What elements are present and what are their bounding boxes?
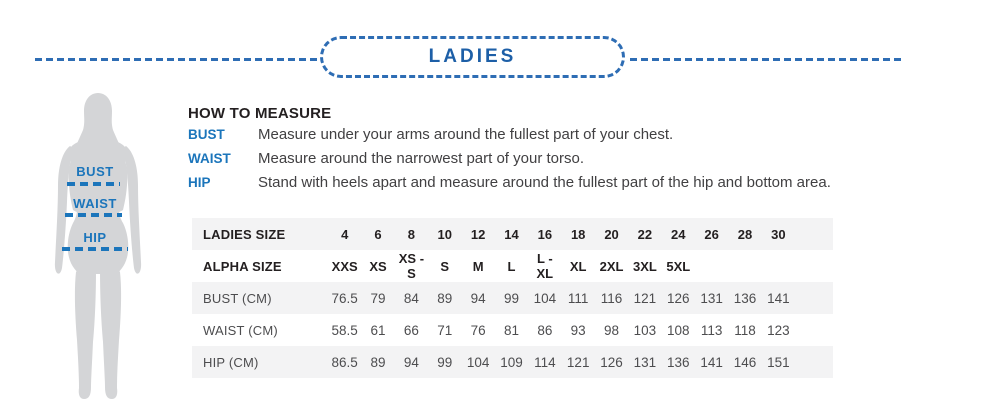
measure-hip-text: Stand with heels apart and measure around the fullest part of the hip and bottom area. <box>258 174 831 191</box>
size-value-cell: 14 <box>504 226 519 242</box>
size-value-cell: 141 <box>767 290 790 306</box>
size-value-cell: 109 <box>500 354 523 370</box>
table-row-label: BUST (CM) <box>203 290 272 306</box>
size-value-cell: 76 <box>470 322 486 338</box>
size-value-cell: M <box>472 258 484 274</box>
table-row <box>192 314 833 346</box>
figure-bust-label: BUST <box>76 164 114 179</box>
size-value-cell: 126 <box>667 290 690 306</box>
size-value-cell: 12 <box>470 226 486 242</box>
size-value-cell: 18 <box>570 226 586 242</box>
size-value-cell: 10 <box>437 226 452 242</box>
how-to-measure-title: HOW TO MEASURE <box>188 105 332 122</box>
size-value-cell: 131 <box>700 290 723 306</box>
size-value-cell: 98 <box>604 322 620 338</box>
size-value-cell: 5XL <box>666 258 691 274</box>
size-value-cell: 94 <box>470 290 486 306</box>
size-value-cell: 113 <box>700 322 723 338</box>
table-row <box>192 218 833 250</box>
figure-waist-dash-line <box>65 213 122 217</box>
size-value-cell: 76.5 <box>331 290 358 306</box>
size-value-cell: 4 <box>341 226 349 242</box>
size-value-cell: 136 <box>733 290 757 306</box>
size-value-cell: 20 <box>604 226 619 242</box>
size-value-cell: 24 <box>671 226 686 242</box>
size-value-cell: 86 <box>537 322 553 338</box>
size-value-cell: L - XL <box>536 251 554 281</box>
size-value-cell: 126 <box>600 354 623 370</box>
size-value-cell: 3XL <box>632 258 657 274</box>
table-row-label: LADIES SIZE <box>203 226 286 242</box>
size-value-cell: 66 <box>403 322 419 338</box>
size-value-cell: 79 <box>370 290 386 306</box>
size-value-cell: 136 <box>667 354 690 370</box>
size-value-cell: 108 <box>667 322 690 338</box>
table-row <box>192 346 833 378</box>
size-value-cell: 111 <box>567 290 589 306</box>
size-value-cell: 146 <box>733 354 757 370</box>
size-value-cell: 103 <box>633 322 657 338</box>
size-value-cell: 16 <box>537 226 553 242</box>
ladies-title-pill <box>320 36 625 78</box>
table-row-label: ALPHA SIZE <box>203 258 282 274</box>
size-value-cell: 26 <box>704 226 719 242</box>
measure-instruction-hip <box>188 174 831 191</box>
header-dashed-line-right <box>630 58 903 61</box>
size-value-cell: 28 <box>737 226 753 242</box>
size-value-cell: 116 <box>600 290 623 306</box>
size-value-cell: 89 <box>437 290 453 306</box>
header-dashed-line-left <box>35 58 317 61</box>
table-row <box>192 250 833 282</box>
figure-waist-label: WAIST <box>73 196 117 211</box>
size-table <box>192 218 833 378</box>
size-value-cell: 8 <box>407 226 416 242</box>
measure-bust-text: Measure under your arms around the fullest part of your chest. <box>258 126 674 143</box>
size-value-cell: L <box>507 258 516 274</box>
table-row <box>192 282 833 314</box>
table-row-label: HIP (CM) <box>203 354 259 370</box>
figure-hip-label: HIP <box>83 230 107 245</box>
size-value-cell: 104 <box>466 354 490 370</box>
measure-instruction-waist <box>188 150 584 167</box>
measure-bust-label: BUST <box>188 127 225 142</box>
size-value-cell: 131 <box>633 354 657 370</box>
size-value-cell: 99 <box>437 354 453 370</box>
figure-bust-dash-line <box>67 182 120 186</box>
size-value-cell: 86.5 <box>331 354 358 370</box>
size-value-cell: 118 <box>734 322 756 338</box>
size-value-cell: 61 <box>370 322 386 338</box>
size-value-cell: 30 <box>771 226 786 242</box>
size-value-cell: XS - S <box>398 251 425 281</box>
measure-waist-label: WAIST <box>188 151 231 166</box>
size-value-cell: 58.5 <box>331 322 358 338</box>
page-title: LADIES <box>428 46 517 67</box>
size-value-cell: 99 <box>503 290 519 306</box>
size-value-cell: 6 <box>374 226 382 242</box>
size-value-cell: 2XL <box>599 258 624 274</box>
size-value-cell: XL <box>569 258 587 274</box>
size-value-cell: 71 <box>437 322 453 338</box>
size-value-cell: 81 <box>503 322 519 338</box>
size-value-cell: 94 <box>403 354 419 370</box>
size-value-cell: 22 <box>637 226 653 242</box>
table-row-label: WAIST (CM) <box>203 322 278 338</box>
size-value-cell: S <box>440 258 450 274</box>
size-value-cell: 104 <box>533 290 557 306</box>
size-value-cell: 141 <box>700 354 723 370</box>
measure-instruction-bust <box>188 126 673 143</box>
size-value-cell: 123 <box>767 322 790 338</box>
size-value-cell: 84 <box>403 290 419 306</box>
size-value-cell: 151 <box>767 354 790 370</box>
figure-hip-dash-line <box>62 247 128 251</box>
size-value-cell: XXS <box>331 258 358 274</box>
size-value-cell: 114 <box>534 354 556 370</box>
size-value-cell: 121 <box>633 290 657 306</box>
measure-hip-label: HIP <box>188 175 211 190</box>
measure-waist-text: Measure around the narrowest part of your torso. <box>258 150 585 167</box>
size-value-cell: 93 <box>570 322 586 338</box>
size-value-cell: XS <box>369 258 387 274</box>
size-value-cell: 121 <box>566 354 590 370</box>
size-value-cell: 89 <box>370 354 386 370</box>
